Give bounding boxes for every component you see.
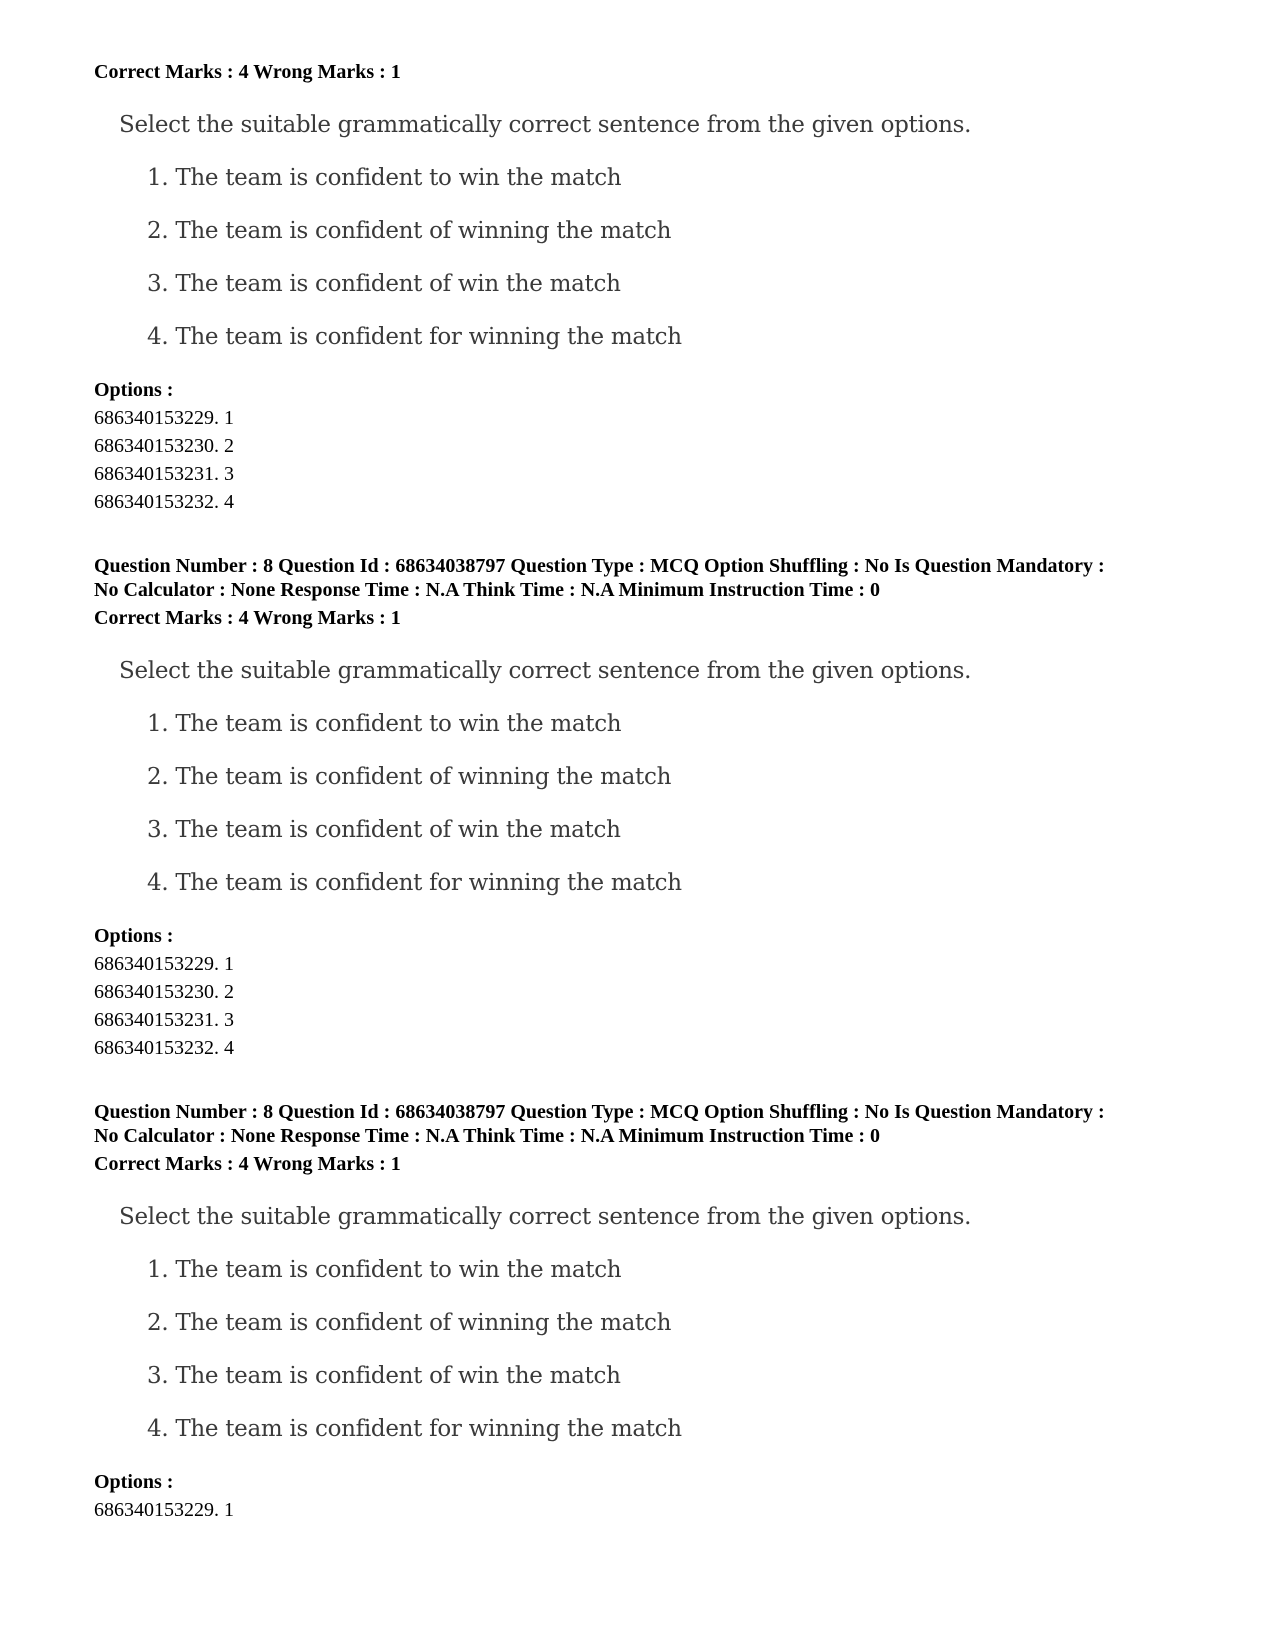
option-id-line: 686340153230. 2 bbox=[94, 435, 234, 457]
question-header bbox=[94, 1100, 1214, 1148]
option-id-line: 686340153232. 4 bbox=[94, 491, 234, 513]
option-id-line: 686340153231. 3 bbox=[94, 463, 234, 485]
option-id-line: 686340153230. 2 bbox=[94, 981, 234, 1003]
question-stem: Select the suitable grammatically correct sentence from the given options. bbox=[119, 1204, 972, 1230]
options-label: Options : bbox=[94, 379, 174, 401]
marks-line: Correct Marks : 4 Wrong Marks : 1 bbox=[94, 607, 401, 629]
answer-choice-1: 1. The team is confident to win the match bbox=[147, 711, 622, 737]
question-stem: Select the suitable grammatically correct sentence from the given options. bbox=[119, 658, 972, 684]
marks-line: Correct Marks : 4 Wrong Marks : 1 bbox=[94, 1153, 401, 1175]
question-stem: Select the suitable grammatically correct sentence from the given options. bbox=[119, 112, 972, 138]
question-header-line-2: No Calculator : None Response Time : N.A Think Time : N.A Minimum Instruction Time : 0 bbox=[94, 579, 880, 601]
answer-choice-4: 4. The team is confident for winning the match bbox=[147, 870, 682, 896]
option-id-line: 686340153231. 3 bbox=[94, 1009, 234, 1031]
option-id-line: 686340153229. 1 bbox=[94, 407, 234, 429]
answer-choice-3: 3. The team is confident of win the match bbox=[147, 817, 621, 843]
answer-choice-1: 1. The team is confident to win the match bbox=[147, 1257, 622, 1283]
answer-choice-3: 3. The team is confident of win the match bbox=[147, 1363, 621, 1389]
question-header bbox=[94, 554, 1214, 602]
options-label: Options : bbox=[94, 1471, 174, 1493]
question-header-line-1: Question Number : 8 Question Id : 68634038797 Question Type : MCQ Option Shuffling : No Is Question Mandatory : bbox=[94, 1101, 1105, 1123]
option-id-line: 686340153232. 4 bbox=[94, 1037, 234, 1059]
option-id-line: 686340153229. 1 bbox=[94, 1499, 234, 1521]
options-label: Options : bbox=[94, 925, 174, 947]
answer-choice-3: 3. The team is confident of win the match bbox=[147, 271, 621, 297]
answer-choice-4: 4. The team is confident for winning the match bbox=[147, 1416, 682, 1442]
answer-choice-2: 2. The team is confident of winning the match bbox=[147, 764, 672, 790]
answer-choice-1: 1. The team is confident to win the match bbox=[147, 165, 622, 191]
question-header-line-1: Question Number : 8 Question Id : 68634038797 Question Type : MCQ Option Shuffling : No Is Question Mandatory : bbox=[94, 555, 1105, 577]
answer-choice-2: 2. The team is confident of winning the match bbox=[147, 1310, 672, 1336]
marks-line: Correct Marks : 4 Wrong Marks : 1 bbox=[94, 61, 401, 83]
answer-choice-2: 2. The team is confident of winning the match bbox=[147, 218, 672, 244]
option-id-line: 686340153229. 1 bbox=[94, 953, 234, 975]
question-header-line-2: No Calculator : None Response Time : N.A Think Time : N.A Minimum Instruction Time : 0 bbox=[94, 1125, 880, 1147]
answer-choice-4: 4. The team is confident for winning the match bbox=[147, 324, 682, 350]
